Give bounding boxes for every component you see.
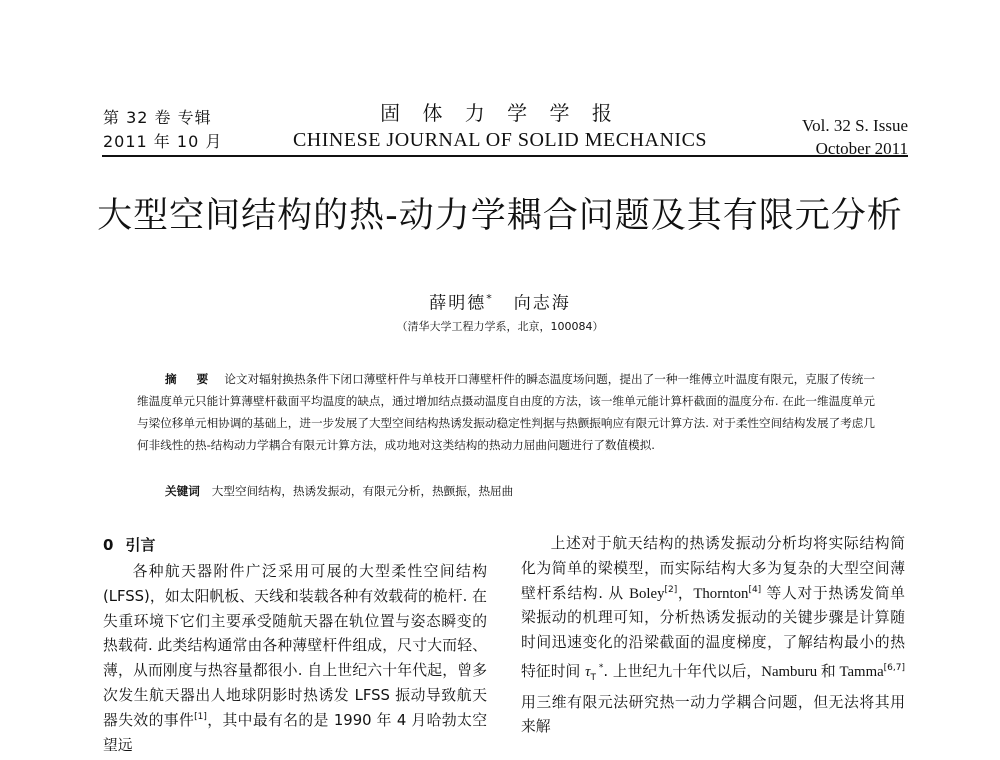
- reference-marker: [2]: [664, 584, 678, 595]
- keywords-text: 大型空间结构，热诱发振动，有限元分析，热颤振，热屈曲: [211, 484, 514, 498]
- section-title: 引言: [125, 536, 156, 554]
- right-text-seg3: 等人对于热诱发简单梁振动的机理可知，分析热诱发振动的关键步骤是计算随时间迅速变化的沿梁截面的温度梯度，了解结构最小的热特征时间: [521, 584, 905, 680]
- right-text-seg5: 用三维有限元法研究热一动力学耦合问题，但无法将其用来解: [521, 693, 905, 736]
- body-column-right: [521, 532, 905, 760]
- author-line: [0, 286, 1000, 317]
- header-center: [250, 99, 750, 153]
- right-text-seg2: ，: [677, 584, 694, 602]
- abstract-text: 论文对辐射换热条件下闭口薄壁杆件与单枝开口薄壁杆件的瞬态温度场问题，提出了一种一维傅立叶温度有限元，克服了传统一维温度单元只能计算薄壁杆截面平均温度的缺点，通过增加结点摄动温度自由度的方法，该一维单元能计算杆截面的温度分布. 在此一维温度单元与梁位移单元相协调的基础上，进一步发展了大型空间结构热诱发振动稳定性判据与热颤振响应有限元计算方法. 对于柔性空间结构发展了考虑几何非线性的热-结构动力学耦合有限元计算方法，成功地对这类结构的热动力屈曲问题进行了数值模拟.: [137, 372, 875, 452]
- reference-marker: [6,7]: [883, 662, 905, 673]
- reference-marker: [4]: [748, 584, 762, 595]
- right-paragraph: [521, 532, 905, 740]
- journal-name-en: CHINESE JOURNAL OF SOLID MECHANICS: [292, 129, 708, 151]
- abstract: [137, 368, 875, 456]
- header-date-en: October 2011: [815, 139, 908, 158]
- intro-paragraph: [103, 560, 487, 758]
- header-date-cn: 2011 年 10 月: [103, 132, 223, 151]
- header-volume-cn: 第 32 卷 专辑: [103, 108, 212, 127]
- corresponding-author-mark: *: [486, 292, 494, 305]
- right-text-seg4: . 上世纪九十年代以后，: [603, 662, 762, 680]
- journal-name-cn: 固 体 力 学 学 报: [380, 101, 620, 125]
- intro-text-part2: ，其中最有名的是 1990 年 4 月哈勃太空望远: [103, 711, 487, 754]
- thermal-time-symbol: τ: [585, 663, 591, 680]
- header-volume-en: Vol. 32 S. Issue: [802, 116, 908, 135]
- section-number: 0: [103, 536, 114, 554]
- right-text-seg1: 上述对于航天结构的热诱发振动分析均将实际结构简化为简单的梁模型，而实际结构大多为复杂的大型空间薄壁杆系结构. 从: [521, 535, 905, 602]
- citation-boley: Boley: [629, 585, 665, 602]
- section-heading: [103, 532, 487, 558]
- header-right: [802, 114, 908, 160]
- citation-thornton: Thornton: [693, 585, 749, 602]
- intro-text-part1: 各种航天器附件广泛采用可展的大型柔性空间结构(LFSS)，如太阳帆板、天线和装载各种有效载荷的桅杆. 在失重环境下它们主要承受随航天器在轨位置与姿态瞬变的热载荷. 此类结构通常由各种薄壁杆件组成，尺寸大而轻、薄，从而刚度与热容量都很小. 自上世纪六十年代起，曾多次发生航天器出人地球阴影时热诱发 LFSS 振动导致航天器失效的事件: [103, 563, 487, 729]
- thermal-time-mark: *: [595, 662, 604, 673]
- author-second: 向志海: [513, 293, 571, 314]
- keywords-label: 关键词: [165, 484, 200, 498]
- author-first: 薛明德: [429, 293, 487, 314]
- abstract-label: 摘 要: [165, 372, 217, 386]
- header-left: [103, 106, 222, 154]
- citation-namburu-tamma: Namburu 和 Tamma: [761, 663, 884, 680]
- paper-title: 大型空间结构的热-动力学耦合问题及其有限元分析: [97, 196, 903, 236]
- body-column-left: [103, 532, 487, 760]
- header-rule: [102, 155, 908, 157]
- affiliation: （清华大学工程力学系，北京，100084）: [396, 320, 604, 333]
- thermal-time-subscript: T: [590, 672, 596, 683]
- reference-marker: [1]: [194, 711, 207, 722]
- keywords: [165, 480, 875, 502]
